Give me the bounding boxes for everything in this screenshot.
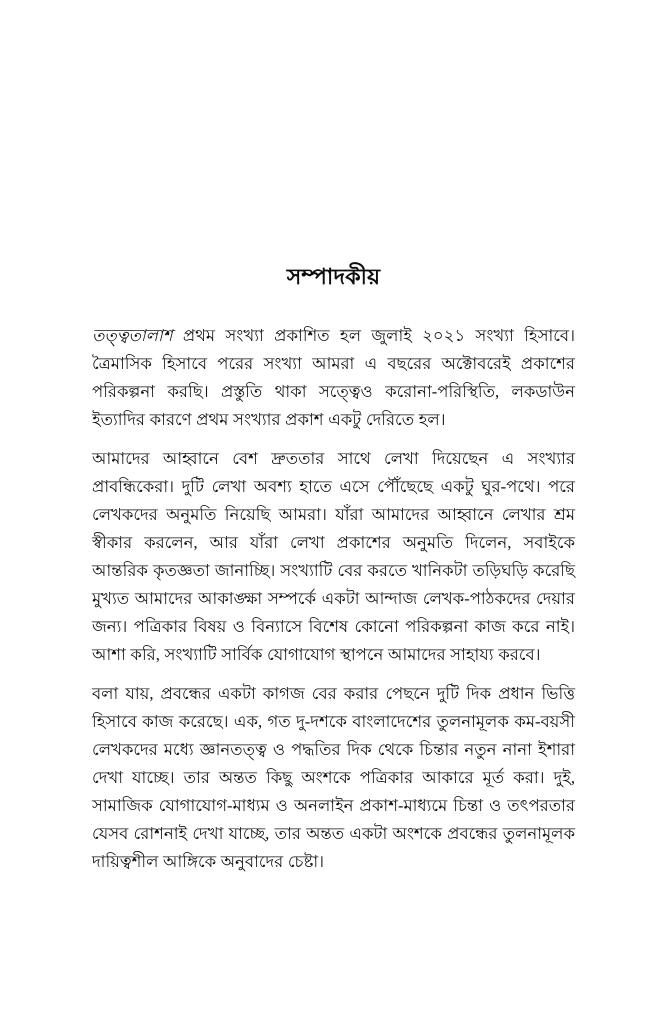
page-title: সম্পাদকীয় bbox=[286, 264, 381, 289]
article-body bbox=[92, 322, 575, 876]
top-margin-space bbox=[0, 0, 663, 262]
paragraph-1 bbox=[92, 322, 575, 434]
page-content bbox=[0, 262, 663, 876]
paragraph-2: আমাদের আহ্বানে বেশ দ্রুততার সাথে লেখা দিয়েছেন এ সংখ্যার প্রাবন্ধিকেরা। দুটি লেখা অবশ্য হাতে এসে পৌঁছেছে একটু ঘুর-পথে। পরে লেখকদের অনুমতি নিয়েছি আমরা। যাঁরা আমাদের আহ্বানে লেখার শ্রম স্বীকার করলেন, আর যাঁরা লেখা প্রকাশের অনুমতি দিলেন, সবাইকে আন্তরিক কৃতজ্ঞতা জানাচ্ছি। সংখ্যাটি বের করতে খানিকটা তড়িঘড়ি করেছি মুখ্যত আমাদের আকাঙ্ক্ষা সম্পর্কে একটা আন্দাজ লেখক-পাঠকদের দেয়ার জন্য। পত্রিকার বিষয় ও বিন্যাসে বিশেষ কোনো পরিকল্পনা কাজ করে নাই। আশা করি, সংখ্যাটি সার্বিক যোগাযোগ স্থাপনে আমাদের সাহায্য করবে। bbox=[92, 449, 575, 664]
paragraph-1-text: প্রথম সংখ্যা প্রকাশিত হল জুলাই ২০২১ সংখ্যা হিসাবে। ত্রৈমাসিক হিসাবে পরের সংখ্যা আমরা এ বছরের অক্টোবরেই প্রকাশের পরিকল্পনা করছি। প্রস্তুতি থাকা সত্ত্বেও করোনা-পরিস্থিতি, লকডাউন ইত্যাদির কারণে প্রথম সংখ্যার প্রকাশ একটু দেরিতে হল। bbox=[92, 326, 575, 429]
journal-name-italic: তত্ত্বতালাশ bbox=[92, 326, 173, 345]
paragraph-3: বলা যায়, প্রবন্ধের একটা কাগজ বের করার পেছনে দুটি দিক প্রধান ভিত্তি হিসাবে কাজ করেছে। এক, গত দু-দশকে বাংলাদেশের তুলনামূলক কম-বয়সী লেখকদের মধ্যে জ্ঞানতত্ত্ব ও পদ্ধতির দিক থেকে চিন্তার নতুন নানা ইশারা দেখা যাচ্ছে। তার অন্তত কিছু অংশকে পত্রিকার আকারে মূর্ত করা। দুই, সামাজিক যোগাযোগ-মাধ্যম ও অনলাইন প্রকাশ-মাধ্যমে চিন্তা ও তৎপরতার যেসব রোশনাই দেখা যাচ্ছে, তার অন্তত একটা অংশকে প্রবন্ধের তুলনামূলক দায়িত্বশীল আঙ্গিকে অনুবাদের চেষ্টা। bbox=[92, 684, 575, 871]
